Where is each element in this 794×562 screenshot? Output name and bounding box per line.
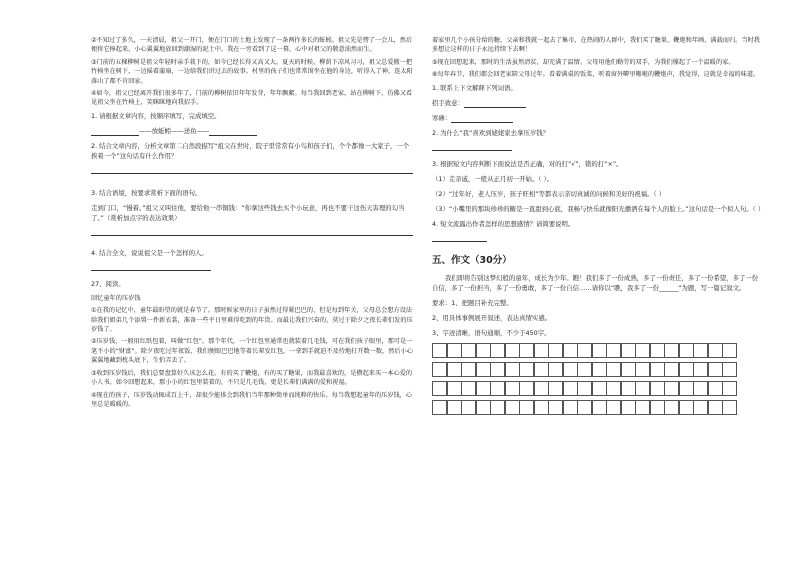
essay-grid-cell[interactable] [447, 362, 462, 377]
answer-line[interactable] [432, 143, 512, 151]
essay-grid-cell[interactable] [447, 400, 462, 415]
essay-grid-cell[interactable] [679, 362, 694, 377]
answer-line[interactable] [91, 263, 211, 271]
essay-grid-cell[interactable] [534, 362, 549, 377]
essay-grid-cell[interactable] [708, 362, 723, 377]
essay-grid-cell[interactable] [693, 381, 708, 396]
question-3: 3. 根据短文内容判断下面说法是否正确，对的打“√”，错的打“×”。 [432, 159, 623, 168]
question-3: 3. 结合语境，按要求赏析下面的语句。 [91, 188, 202, 197]
essay-grid-cell[interactable] [635, 381, 650, 396]
essay-grid-cell[interactable] [577, 362, 592, 377]
essay-grid-cell[interactable] [606, 343, 621, 358]
essay-grid-cell[interactable] [592, 381, 607, 396]
question-27: 27、阅读。 [91, 279, 125, 288]
essay-grid-cell[interactable] [563, 381, 578, 396]
essay-grid-cell[interactable] [577, 400, 592, 415]
article-paragraph: ⑤现在回想起来，那时的生活虽然清贫，却充满了温情。父母用他们勤劳的双手，为我们撑起了一个温暖的家。 [432, 58, 735, 66]
answer-blank[interactable] [464, 100, 526, 108]
essay-grid-cell[interactable] [693, 400, 708, 415]
essay-grid-cell[interactable] [635, 400, 650, 415]
essay-grid-cell[interactable] [650, 343, 665, 358]
essay-grid-cell[interactable] [490, 400, 505, 415]
answer-line[interactable] [91, 228, 413, 236]
essay-grid-row [432, 362, 762, 377]
essay-grid-cell[interactable] [621, 400, 636, 415]
word-2: 寒碜： [432, 113, 762, 123]
essay-grid-cell[interactable] [577, 381, 592, 396]
essay-grid-cell[interactable] [534, 381, 549, 396]
essay-grid-cell[interactable] [461, 343, 476, 358]
essay-grid-cell[interactable] [476, 381, 491, 396]
essay-grid-cell[interactable] [679, 381, 694, 396]
essay-grid-cell[interactable] [563, 400, 578, 415]
essay-grid-cell[interactable] [650, 362, 665, 377]
essay-grid-cell[interactable] [432, 343, 447, 358]
essay-grid-cell[interactable] [519, 362, 534, 377]
essay-grid-cell[interactable] [592, 362, 607, 377]
essay-grid-cell[interactable] [505, 381, 520, 396]
question-3-item-3: （3）“小嘴里的那块珍珍的糖是一直甜到心底，我畅与快乐就像阳光播洒在每个人的脸上。”这句话是一个拟人句。（ ） [432, 204, 765, 213]
question-3-sentence: 走到门口，“慢着。”祖父又叫住他，要给他一串铜钱：“你拿这些钱去买个小玩意，再也不要干这伤天害理的勾当了。”（赏析加点字的表达效果） [91, 203, 405, 222]
essay-grid-cell[interactable] [563, 362, 578, 377]
essay-grid-cell[interactable] [447, 381, 462, 396]
essay-grid-cell[interactable] [621, 343, 636, 358]
question-1: 1. 联系上下文解释下列词语。 [432, 83, 517, 92]
article-paragraph: ④现在的孩子，压岁钱动辄成百上千，却很少能体会到我们当年那种简单而纯粹的快乐。每当我想起童年的压岁钱，心里总是暖暖的。 [91, 391, 413, 408]
article-paragraph: 着家里几个小孩分给的糖，父亲和我就一起去了集市，在热闹的人群中，我们买了糖果、鞭炮和年画，满载而归。当时我多想让这样的日子永远持续下去啊！ [432, 37, 760, 54]
essay-grid-cell[interactable] [664, 343, 679, 358]
passage-paragraph: ③门前的五棵柳树是祖父年轻时亲手栽下的，如今已经长得又高又大。夏天的时候，柳荫下凉风习习，祖父总爱搬一把竹椅坐在树下，一边摇着蒲扇，一边给我们讲过去的故事。村里的孩子们也常常围坐在他的身边，听得入了神，连太阳落山了都不肯回家。 [91, 58, 413, 85]
article-paragraph: ⑥每年春节，我们都会回老家陪父母过年。看着满桌的饭菜，听着窗外噼里啪啦的鞭炮声，我觉得，这就是幸福的味道。 [432, 71, 760, 79]
essay-grid-cell[interactable] [722, 400, 737, 415]
answer-line[interactable] [91, 166, 413, 174]
essay-grid-cell[interactable] [519, 343, 534, 358]
question-2: 2. 为什么“我”喜欢到姥姥家去拿压岁钱？ [432, 128, 549, 137]
essay-grid-cell[interactable] [664, 381, 679, 396]
essay-grid-cell[interactable] [635, 343, 650, 358]
essay-grid-cell[interactable] [592, 400, 607, 415]
essay-grid-cell[interactable] [548, 362, 563, 377]
essay-grid-cell[interactable] [650, 400, 665, 415]
essay-grid-cell[interactable] [548, 381, 563, 396]
essay-grid-cell[interactable] [708, 381, 723, 396]
essay-grid-row [432, 343, 762, 358]
question-4: 4. 短文流露出作者怎样的思想感情？请简要说明。 [432, 219, 575, 228]
passage-paragraph: ④如今，祖父已经离开我们很多年了，门前的柳树依旧年年发芽，年年飘絮。每当我回到老家，站在柳树下，仿佛又看见祖父坐在竹椅上，笑眯眯地向我招手。 [91, 90, 413, 107]
word-1: 招手致意： [432, 98, 762, 108]
essay-grid-cell[interactable] [722, 362, 737, 377]
essay-grid-row [432, 381, 762, 396]
essay-grid-cell[interactable] [548, 400, 563, 415]
essay-grid-cell[interactable] [519, 400, 534, 415]
essay-grid-cell[interactable] [505, 362, 520, 377]
requirement-1: 要求：1、把题目补充完整。 [432, 298, 513, 307]
essay-grid-cell[interactable] [722, 381, 737, 396]
essay-grid-cell[interactable] [606, 400, 621, 415]
essay-grid-cell[interactable] [534, 400, 549, 415]
essay-grid-row [432, 400, 762, 415]
essay-grid-cell[interactable] [664, 362, 679, 377]
essay-grid-cell[interactable] [505, 400, 520, 415]
question-1-fill [91, 126, 413, 136]
article-paragraph: ③收到压岁钱后，我们总要盘算好久该怎么花。有的买了鞭炮，有的买了糖果，而我最喜欢的，是攒起来买一本心爱的小人书。如今回想起来，那小小的红包里装着的，不只是几毛钱，更是长辈们满满的爱和祝福。 [91, 369, 413, 387]
essay-grid-cell[interactable] [635, 362, 650, 377]
essay-grid-cell[interactable] [490, 362, 505, 377]
essay-grid-cell[interactable] [650, 381, 665, 396]
essay-grid-cell[interactable] [432, 400, 447, 415]
essay-grid-cell[interactable] [461, 400, 476, 415]
essay-grid-cell[interactable] [563, 343, 578, 358]
question-2: 2. 结合文章内容，分析文章第二自然段描写“祖父在世时，院子里常常有小鸟和孩子们，个个都像一大家子，一个挨着一个”这句话有什么作用？ [91, 141, 410, 160]
essay-prompt: 我们即将告别这梦幻般的童年，成长为少年。瞧！我们多了一份成熟，多了一份责任，多了一份希望，多了一份自信，多了一份担当，多了一份勇敢，多了一份自信……请你以“瞧，我多了一份______”为题，写一篇记叙文。 [432, 273, 759, 292]
essay-grid-cell[interactable] [447, 343, 462, 358]
requirement-2: 2、用具体事例展开叙述，表达真情实感。 [432, 313, 552, 322]
fill-text: ——放蚯蚓——送鱼—— [139, 126, 210, 135]
essay-grid-cell[interactable] [490, 381, 505, 396]
essay-grid-cell[interactable] [708, 343, 723, 358]
left-column [91, 36, 413, 412]
question-3-item-1: （1）走亲戚，一般从正月初一开始。（ ）。 [432, 174, 554, 183]
essay-grid-cell[interactable] [548, 343, 563, 358]
essay-grid-cell[interactable] [679, 400, 694, 415]
essay-grid-cell[interactable] [722, 343, 737, 358]
essay-grid-cell[interactable] [461, 381, 476, 396]
essay-grid-cell[interactable] [577, 343, 592, 358]
article-title: 回忆童年的压岁钱 [91, 294, 141, 302]
essay-grid-cell[interactable] [693, 343, 708, 358]
essay-grid-cell[interactable] [621, 381, 636, 396]
essay-grid-cell[interactable] [708, 400, 723, 415]
section-title: 五、作文（30分） [432, 254, 512, 266]
essay-grid-cell[interactable] [664, 400, 679, 415]
essay-grid-cell[interactable] [476, 343, 491, 358]
question-3-item-2: （2）“过年好，老人压岁，孩子旺相”等都表示亲切真诚的问候和美好的祝福。（ ） [432, 189, 666, 198]
answer-line[interactable] [432, 234, 487, 242]
article-paragraph: ②压岁钱，一般用红纸包着，叫做“红包”。那个年代，一个红包里通常也就装着几毛钱，可在我们孩子眼里，那可是一笔不小的“财富”。除夕夜吃过年夜饭，我们便眼巴巴地等着长辈发红包，一拿到手就迫不及待地打开数一数，然后小心翼翼地藏到枕头底下，生怕弄丢了。 [91, 338, 413, 365]
right-column [432, 36, 765, 419]
essay-grid-cell[interactable] [490, 343, 505, 358]
question-4: 4. 结合全文，说说祖父是一个怎样的人。 [91, 248, 208, 257]
answer-blank[interactable] [451, 115, 513, 123]
essay-grid-cell[interactable] [519, 381, 534, 396]
essay-grid-cell[interactable] [476, 400, 491, 415]
requirement-3: 3、字迹清晰，语句通顺，不少于450字。 [432, 328, 551, 337]
essay-grid-cell[interactable] [432, 381, 447, 396]
essay-grid-cell[interactable] [606, 381, 621, 396]
essay-grid-cell[interactable] [592, 343, 607, 358]
essay-grid-cell[interactable] [693, 362, 708, 377]
essay-grid-cell[interactable] [432, 362, 447, 377]
essay-grid-cell[interactable] [606, 362, 621, 377]
essay-grid-cell[interactable] [621, 362, 636, 377]
answer-blank[interactable] [209, 128, 257, 136]
essay-grid-cell[interactable] [461, 362, 476, 377]
essay-grid-cell[interactable] [534, 343, 549, 358]
question-1: 1. 请根据文章内容，按顺序填写，完成填空。 [91, 111, 221, 120]
essay-grid-cell[interactable] [476, 362, 491, 377]
passage-paragraph: ②不知过了多久，一天清晨，祖父一开门，便在门口的土地上发现了一条两拃多长的蚯蚓。祖父先是愣了一会儿，然后便将它捧起来，小心翼翼地放回到潮湿的泥土中。我在一旁看到了这一幕，心中对祖父的敬意油然而生。 [91, 37, 413, 54]
article-paragraph: ①在我的记忆中，童年最盼望的就是春节了。那时候家里的日子虽然过得紧巴巴的，但是每到年关，父母总会想方设法给我们姐弟几个添置一件新衣裳，准备一些平日里难得吃到的年货。而最让我们兴奋的，莫过于除夕之夜长辈们发的压岁钱了。 [91, 307, 413, 334]
essay-grid-cell[interactable] [505, 343, 520, 358]
answer-blank[interactable] [91, 128, 139, 136]
essay-grid[interactable] [432, 343, 762, 415]
essay-grid-cell[interactable] [679, 343, 694, 358]
